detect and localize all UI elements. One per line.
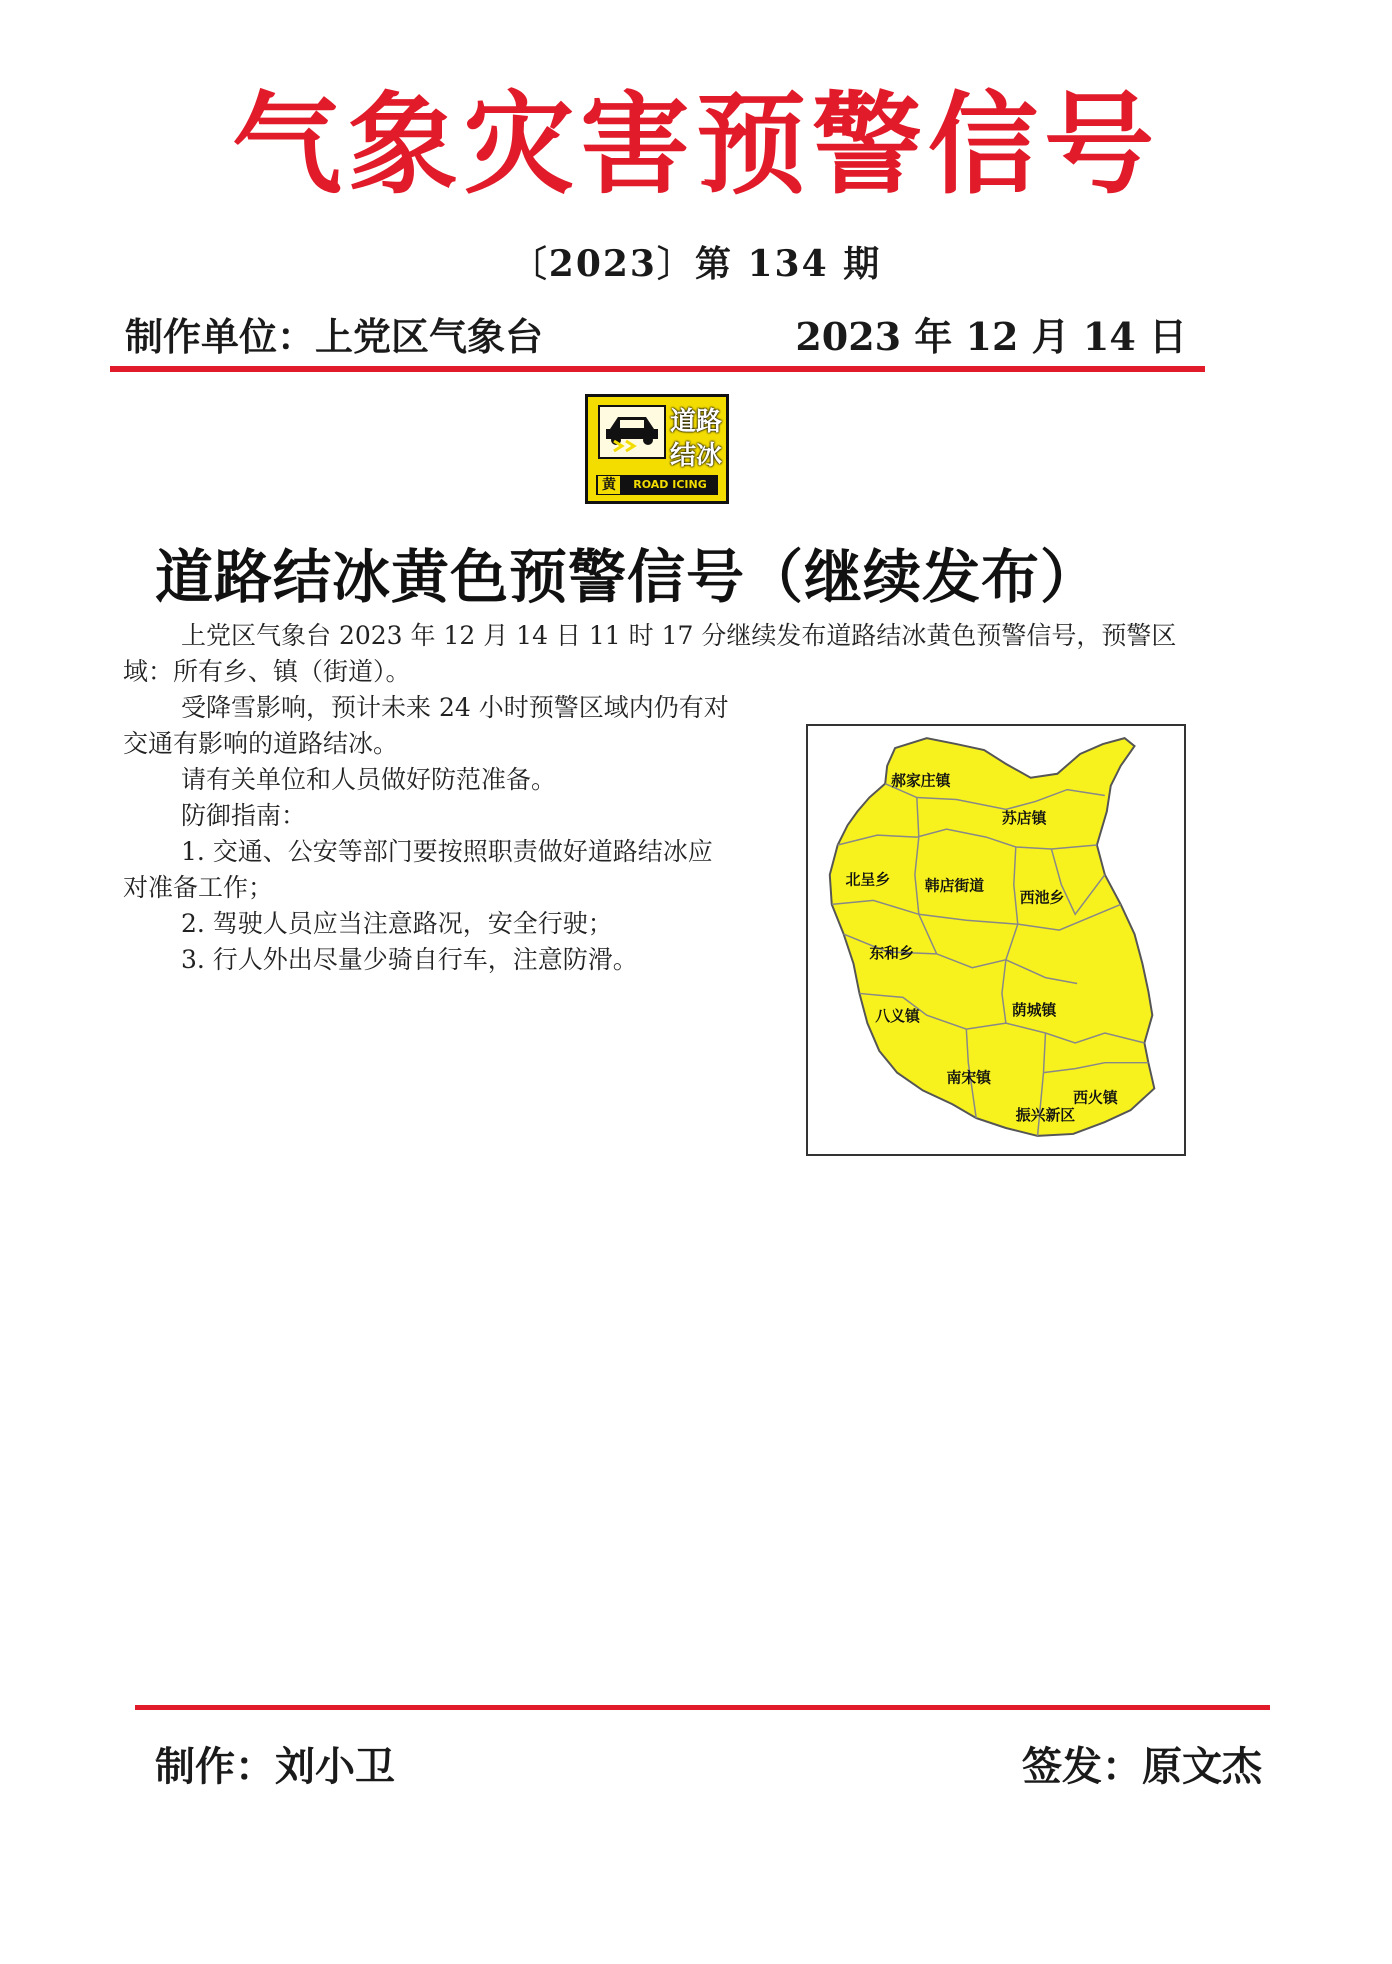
guide-item-2: 2. 驾驶人员应当注意路况，安全行驶；	[181, 909, 613, 938]
label-nansong: 南宋镇	[946, 1069, 992, 1087]
warning-headline: 道路结冰黄色预警信号（继续发布）	[155, 543, 1100, 611]
maker-name: 制作：刘小卫	[155, 1744, 395, 1790]
issue-number: 〔2023〕第 134 期	[510, 243, 882, 285]
paragraph-forecast-line2: 交通有影响的道路结冰。	[123, 729, 399, 758]
icon-chars-top: 道路	[670, 407, 723, 437]
label-beiwang: 北呈乡	[845, 871, 891, 889]
label-handian: 韩店街道	[924, 877, 985, 895]
district-map-svg	[808, 726, 1184, 1154]
guide-item-3: 3. 行人外出尽量少骑自行车，注意防滑。	[181, 945, 638, 974]
signer-name: 签发：原文杰	[1022, 1744, 1262, 1790]
road-icing-yellow-icon	[585, 394, 729, 504]
icon-chars	[670, 405, 722, 477]
label-xihuo: 西火镇	[1073, 1089, 1118, 1107]
footer-divider	[135, 1705, 1270, 1710]
label-sudian: 苏店镇	[1001, 810, 1047, 828]
header-divider	[110, 366, 1205, 372]
label-haojiazhuang: 郝家庄镇	[891, 772, 951, 790]
guide-item-1-line2: 对准备工作；	[123, 873, 274, 902]
label-donghe: 东和乡	[869, 944, 914, 962]
warning-area-map	[806, 724, 1186, 1156]
label-bayi: 八义镇	[875, 1008, 920, 1026]
document-title: 气象灾害预警信号	[232, 81, 1160, 209]
icon-english: ROAD ICING	[633, 478, 707, 491]
label-zhenxing: 振兴新区	[1015, 1107, 1076, 1125]
paragraph-prepare: 请有关单位和人员做好防范准备。	[181, 765, 557, 794]
issue-date: 2023 年 12 月 14 日	[795, 314, 1187, 359]
paragraph-forecast-line1: 受降雪影响，预计未来 24 小时预警区域内仍有对	[181, 693, 729, 722]
guide-heading: 防御指南：	[181, 801, 307, 830]
label-xichi: 西池乡	[1019, 889, 1065, 907]
issuing-unit: 制作单位：上党区气象台	[125, 315, 544, 359]
label-yincheng: 荫城镇	[1011, 1002, 1057, 1020]
paragraph-release: 上党区气象台 2023 年 12 月 14 日 11 时 17 分继续发布道路结冰黄色预警信号，预警区域：所有乡、镇（街道）。	[123, 621, 1177, 686]
guide-item-1-line1: 1. 交通、公安等部门要按照职责做好道路结冰应	[181, 837, 713, 866]
icon-chars-bottom: 结冰	[670, 441, 723, 471]
icon-level: 黄	[598, 476, 620, 494]
car-skid-icon	[598, 405, 666, 459]
warning-region-shape	[830, 738, 1155, 1136]
